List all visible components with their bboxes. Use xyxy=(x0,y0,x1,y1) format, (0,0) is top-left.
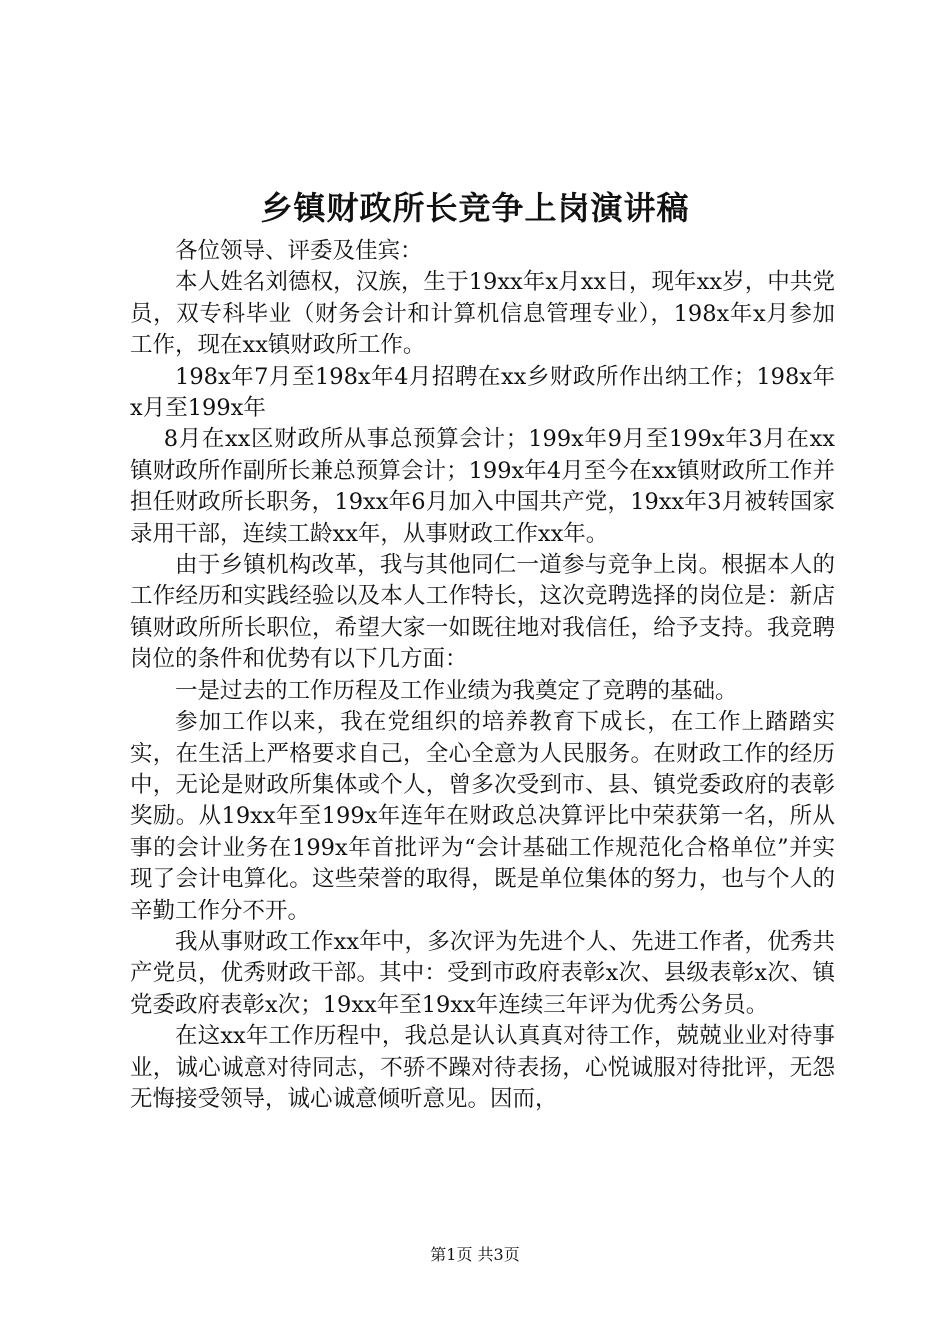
body-paragraph: 我从事财政工作xx年中，多次评为先进个人、先进工作者，优秀共产党员，优秀财政干部。其中：受到市政府表彰x次、县级表彰x次、镇党委政府表彰x次；19xx年至19xx年连续三年评为优秀公务员。 xyxy=(130,928,835,1018)
body-paragraph: 由于乡镇机构改革，我与其他同仁一道参与竞争上岗。根据本人的工作经历和实践经验以及本人工作特长，这次竞聘选择的岗位是：新店镇财政所所长职位，希望大家一如既往地对我信任，给予支持。我竞聘岗位的条件和优势有以下几方面： xyxy=(130,552,835,673)
salutation-paragraph: 各位领导、评委及佳宾： xyxy=(175,238,423,264)
document-body xyxy=(130,236,835,1115)
body-paragraph: 一是过去的工作历程及工作业绩为我奠定了竞聘的基础。 xyxy=(175,677,738,704)
body-paragraph: 8月在xx区财政所从事总预算会计；199x年9月至199x年3月在xx镇财政所作副所长兼总预算会计；199x年4月至今在xx镇财政所工作并担任财政所长职务，19xx年6月加入中国共产党，19xx年3月被转国家录用干部，连续工龄xx年，从事财政工作xx年。 xyxy=(130,426,835,547)
page-indicator: 第1页 共3页 xyxy=(430,1245,520,1264)
body-paragraph: 198x年7月至198x年4月招聘在xx乡财政所作出纳工作；198x年x月至199x年 xyxy=(130,363,835,422)
body-paragraph: 在这xx年工作历程中，我总是认认真真对待工作，兢兢业业对待事业，诚心诚意对待同志，不骄不躁对待表扬，心悦诚服对待批评，无怨无悔接受领导，诚心诚意倾听意见。因而， xyxy=(130,1023,835,1112)
document-title: 乡镇财政所长竞争上岗演讲稿 xyxy=(260,189,690,227)
body-paragraph: 本人姓名刘德权，汉族，生于19xx年x月xx日，现年xx岁，中共党员，双专科毕业（财务会计和计算机信息管理专业），198x年x月参加工作，现在xx镇财政所工作。 xyxy=(130,269,835,359)
body-paragraph: 参加工作以来，我在党组织的培养教育下成长，在工作上踏踏实实，在生活上严格要求自己，全心全意为人民服务。在财政工作的经历中，无论是财政所集体或个人，曾多次受到市、县、镇党委政府的表彰奖励。从19xx年至199x年连年在财政总决算评比中荣获第一名，所从事的会计业务在199x年首批评为“会计基础工作规范化合格单位”并实现了会计电算化。这些荣誉的取得，既是单位集体的努力，也与个人的辛勤工作分不开。 xyxy=(130,709,835,924)
